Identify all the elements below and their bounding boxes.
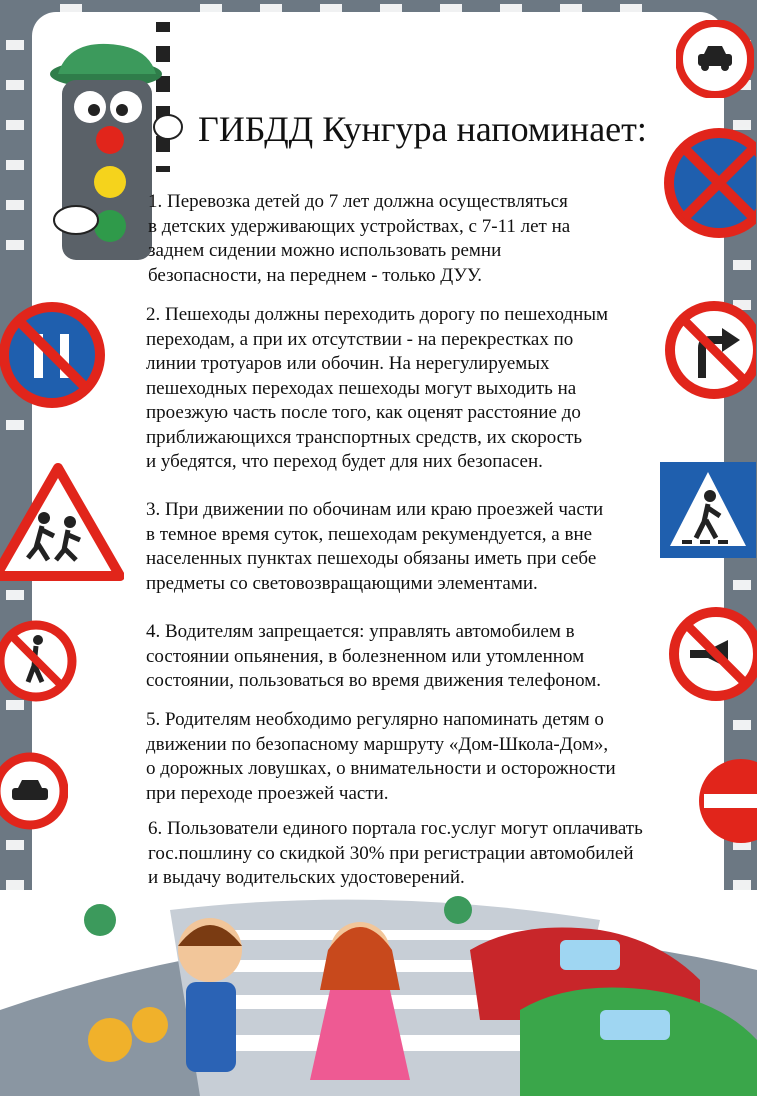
no-motor-vehicles-sign-icon — [676, 20, 754, 98]
no-stopping-sign-icon — [664, 128, 756, 238]
no-motor-vehicles-left-sign-icon — [0, 746, 68, 836]
children-crossing-scene-icon — [0, 890, 757, 1096]
children-warning-sign-icon — [0, 462, 124, 582]
page-title: ГИБДД Кунгура напоминает: — [198, 109, 647, 149]
no-right-turn-sign-icon — [664, 300, 756, 400]
rule-4-text: 4. Водителям запрещается: управлять автомобилем в состоянии опьянения, в болезненном или утомленном состоянии, пользоваться во время движения телефоном. — [146, 621, 602, 691]
rule-6-text: 6. Пользователи единого портала гос.услуг могут оплачивать гос.пошлину со скидкой 30% при регистрации автомобилей и выдачу водительских удостоверений. — [148, 818, 643, 888]
no-pedestrians-sign-icon — [0, 616, 80, 706]
rule-2-text: 2. Пешеходы должны переходить дорогу по пешеходным переходам, а при их отсутствии - на перекрестках по линии тротуаров или обочин. На нерегулируемых пешеходных переходах пешеходы могут выходить на проезжую часть после того, как оценят расстояние до приближающихся транспортных средств, их скорость и убедятся, что переход будет для них безопасен. — [146, 304, 609, 472]
no-entry-sign-icon — [696, 756, 757, 846]
pedestrian-crossing-sign-icon — [660, 462, 756, 558]
no-horn-sign-icon — [668, 606, 757, 702]
rule-1-text: 1. Перевозка детей до 7 лет должна осуществляться в детских удерживающих устройствах, с 7-11 лет на заднем сидении можно использовать ремни безопасности, на переднем - только ДУУ. — [148, 191, 571, 286]
no-parking-sign-icon — [0, 300, 110, 410]
rule-3-text: 3. При движении по обочинам или краю проезжей части в темное время суток, пешеходам рекумендуется, а вне населенных пунктах пешеходы обязаны иметь при себе предметы со световозвращающими элементами. — [146, 499, 604, 594]
rule-5-text: 5. Родителям необходимо регулярно напоминать детям о движении по безопасному маршруту «Дом-Школа-Дом», о дорожных ловушках, о внимательности и осторожности при переходе проезжей части. — [146, 709, 616, 804]
